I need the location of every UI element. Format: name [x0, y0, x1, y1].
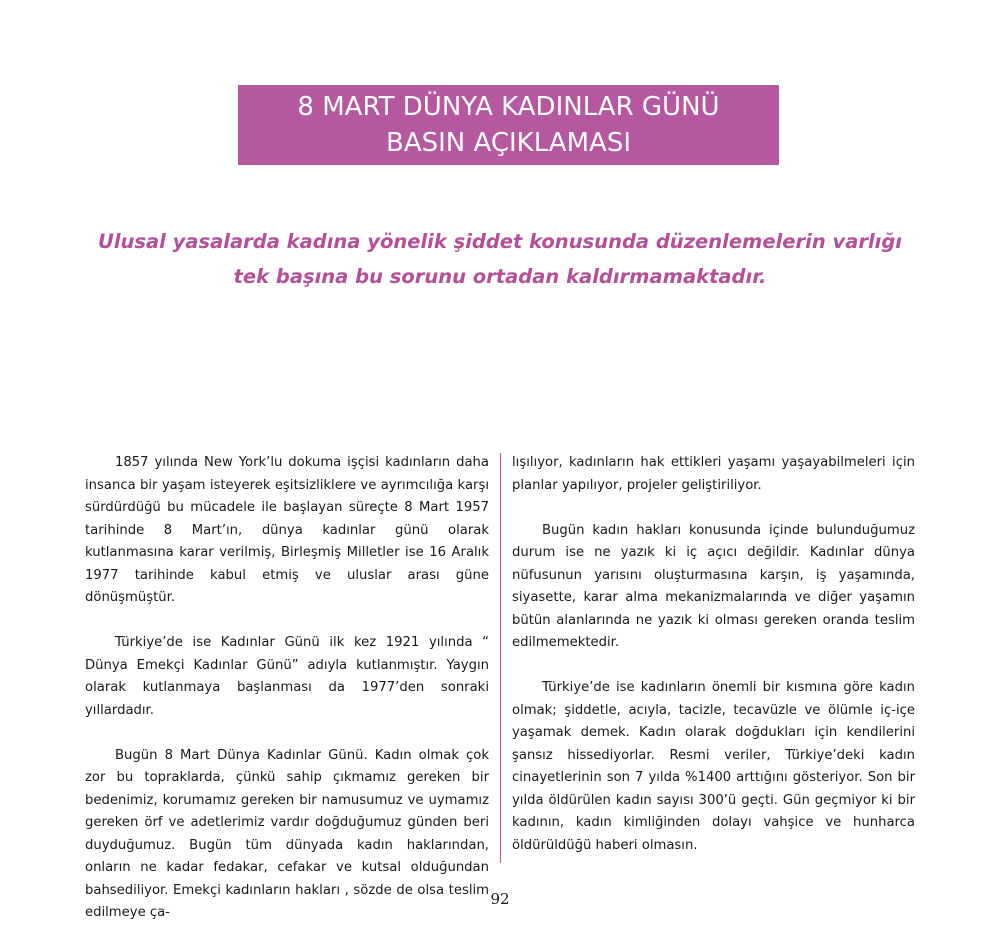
title-banner [238, 85, 779, 165]
right-paragraph-1: lışılıyor, kadınların hak ettikleri yaşamı yaşayabilmeleri için planlar yapılıyor, projeler geliştiriliyor. [512, 455, 915, 493]
left-paragraph-1: 1857 yılında New York’lu dokuma işçisi kadınların daha insanca bir yaşam isteyerek eşitsizliklere ve ayrımcılığa karşı sürdürdüğü bu mücadele ile başlayan süreçte 8 Mart 1957 tarihinde 8 Mart’ın, dünya kadınlar günü olarak kutlanmasına karar verilmiş, Birleşmiş Milletler ise 16 Aralık 1977 tarihinde kabul etmiş ve uluslar arası güne dönüşmüştür. [85, 455, 489, 605]
subtitle-line-1: Ulusal yasalarda kadına yönelik şiddet konusunda düzenlemelerin varlığı [98, 230, 902, 253]
subtitle-line-2: tek başına bu sorunu ortadan kaldırmamaktadır. [233, 265, 767, 288]
page-number: 92 [490, 890, 510, 908]
title-line-1: 8 MART DÜNYA KADINLAR GÜNÜ [297, 92, 720, 122]
right-paragraph-3: Türkiye’de ise kadınların önemli bir kısmına göre kadın olmak; şiddetle, acıyla, tacizle, tecavüzle ve ölümle iç-içe yaşamak demek. Kadın olarak doğdukları için kendilerini şansız hissediyorlar. Resmi veriler, Türkiye’deki kadın cinayetlerinin son 7 yılda %1400 arttığını gösteriyor. Son bir yılda öldürülen kadın sayısı 300’ü geçti. Gün geçmiyor ki bir kadının, kadın kimliğinden dolayı vahşice ve hunharca öldürüldüğü haberi olmasın. [512, 680, 915, 853]
left-column [85, 452, 489, 947]
right-paragraph-2: Bugün kadın hakları konusunda içinde bulunduğumuz durum ise ne yazık ki iç açıcı değildir. Kadınlar dünya nüfusunun yarısını oluşturmasına karşın, iş yaşamında, siyasette, karar alma mekanizmalarında ve diğer yaşamın bütün alanlarında ne yazık ki olması gereken oranda teslim edilmemektedir. [512, 522, 915, 650]
title-line-2: BASIN AÇIKLAMASI [386, 128, 631, 158]
left-paragraph-3: Bugün 8 Mart Dünya Kadınlar Günü. Kadın olmak çok zor bu topraklarda, çünkü sahip çıkmamız gereken bir bedenimiz, korumamız gereken bir namusumuz ve uymamız gereken örf ve adetlerimiz vardır doğduğumuz günden beri duyduğumuz. Bugün tüm dünyada kadın haklarından, onların ne kadar fedakar, cefakar ve kutsal olduğundan bahsediliyor. Emekçi kadınların hakları , sözde de olsa teslim edilmeye ça- [85, 747, 489, 920]
column-divider [500, 453, 501, 863]
left-paragraph-2: Türkiye’de ise Kadınlar Günü ilk kez 1921 yılında “ Dünya Emekçi Kadınlar Günü” adıyla kutlanmıştır. Yaygın olarak kutlanmaya başlanması da 1977’den sonraki yıllardadır. [85, 635, 489, 718]
right-column [512, 452, 915, 880]
subtitle-quote [60, 224, 940, 294]
